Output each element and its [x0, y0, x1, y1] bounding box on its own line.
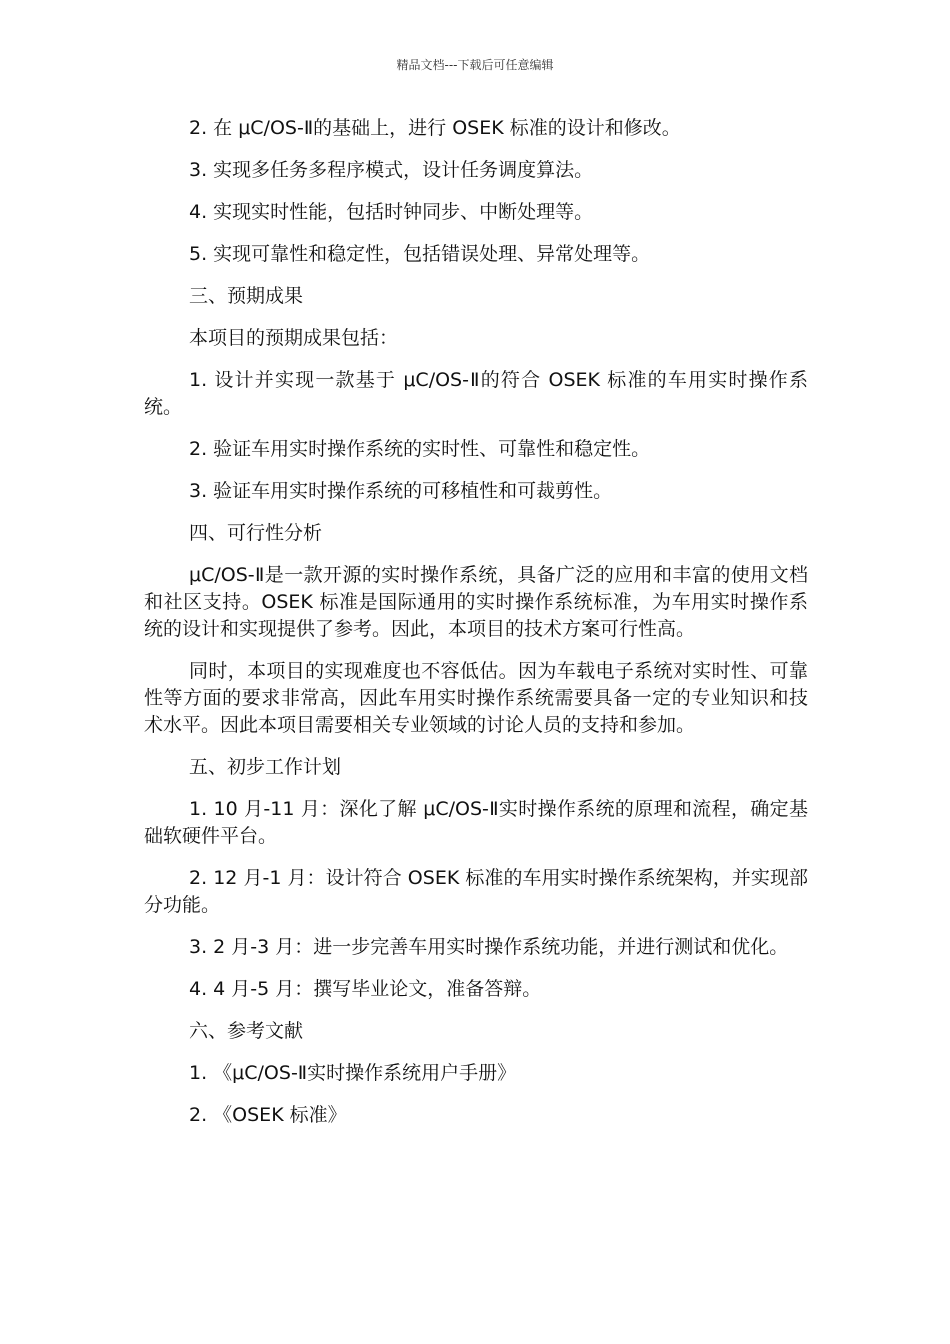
document-body: [144, 115, 808, 1129]
work-plan-item-3: 3. 2 月-3 月：进一步完善车用实时操作系统功能，并进行测试和优化。: [189, 936, 789, 958]
work-plan-item-2: 2. 12 月-1 月：设计符合 OSEK 标准的车用实时操作系统架构，并实现部分功能。: [144, 867, 808, 916]
section-heading-references: 六、参考文献: [189, 1020, 304, 1042]
feasibility-paragraph-2: 同时，本项目的实现难度也不容低估。因为车载电子系统对实时性、可靠性等方面的要求非常高，因此车用实时操作系统需要具备一定的专业知识和技术水平。因此本项目需要相关专业领域的讨论人员的支持和参加。: [144, 660, 808, 736]
expected-result-1: 1. 设计并实现一款基于 μC/OS-Ⅱ的符合 OSEK 标准的车用实时操作系统。: [144, 369, 808, 418]
section-heading-expected-results: 三、预期成果: [189, 285, 304, 307]
expected-result-2: 2. 验证车用实时操作系统的实时性、可靠性和稳定性。: [189, 438, 651, 460]
plan-item-5: 5. 实现可靠性和稳定性，包括错误处理、异常处理等。: [189, 243, 651, 265]
expected-result-3: 3. 验证车用实时操作系统的可移植性和可裁剪性。: [189, 480, 613, 502]
page-header: 精品文档---下载后可任意编辑: [396, 58, 554, 72]
expected-results-intro: 本项目的预期成果包括：: [189, 327, 399, 349]
work-plan-item-1: 1. 10 月-11 月：深化了解 μC/OS-Ⅱ实时操作系统的原理和流程，确定基础软硬件平台。: [144, 798, 808, 847]
section-heading-feasibility: 四、可行性分析: [189, 522, 323, 544]
work-plan-item-4: 4. 4 月-5 月：撰写毕业论文，准备答辩。: [189, 978, 542, 1000]
plan-item-4: 4. 实现实时性能，包括时钟同步、中断处理等。: [189, 201, 594, 223]
reference-item-2: 2. 《OSEK 标准》: [189, 1104, 347, 1126]
feasibility-paragraph-1: μC/OS-Ⅱ是一款开源的实时操作系统，具备广泛的应用和丰富的使用文档和社区支持。OSEK 标准是国际通用的实时操作系统标准，为车用实时操作系统的设计和实现提供了参考。因此，本项目的技术方案可行性高。: [144, 564, 808, 640]
reference-item-1: 1. 《μC/OS-Ⅱ实时操作系统用户手册》: [189, 1062, 517, 1084]
plan-item-3: 3. 实现多任务多程序模式，设计任务调度算法。: [189, 159, 594, 181]
section-heading-work-plan: 五、初步工作计划: [189, 756, 342, 778]
plan-item-2: 2. 在 μC/OS-Ⅱ的基础上，进行 OSEK 标准的设计和修改。: [189, 117, 681, 139]
